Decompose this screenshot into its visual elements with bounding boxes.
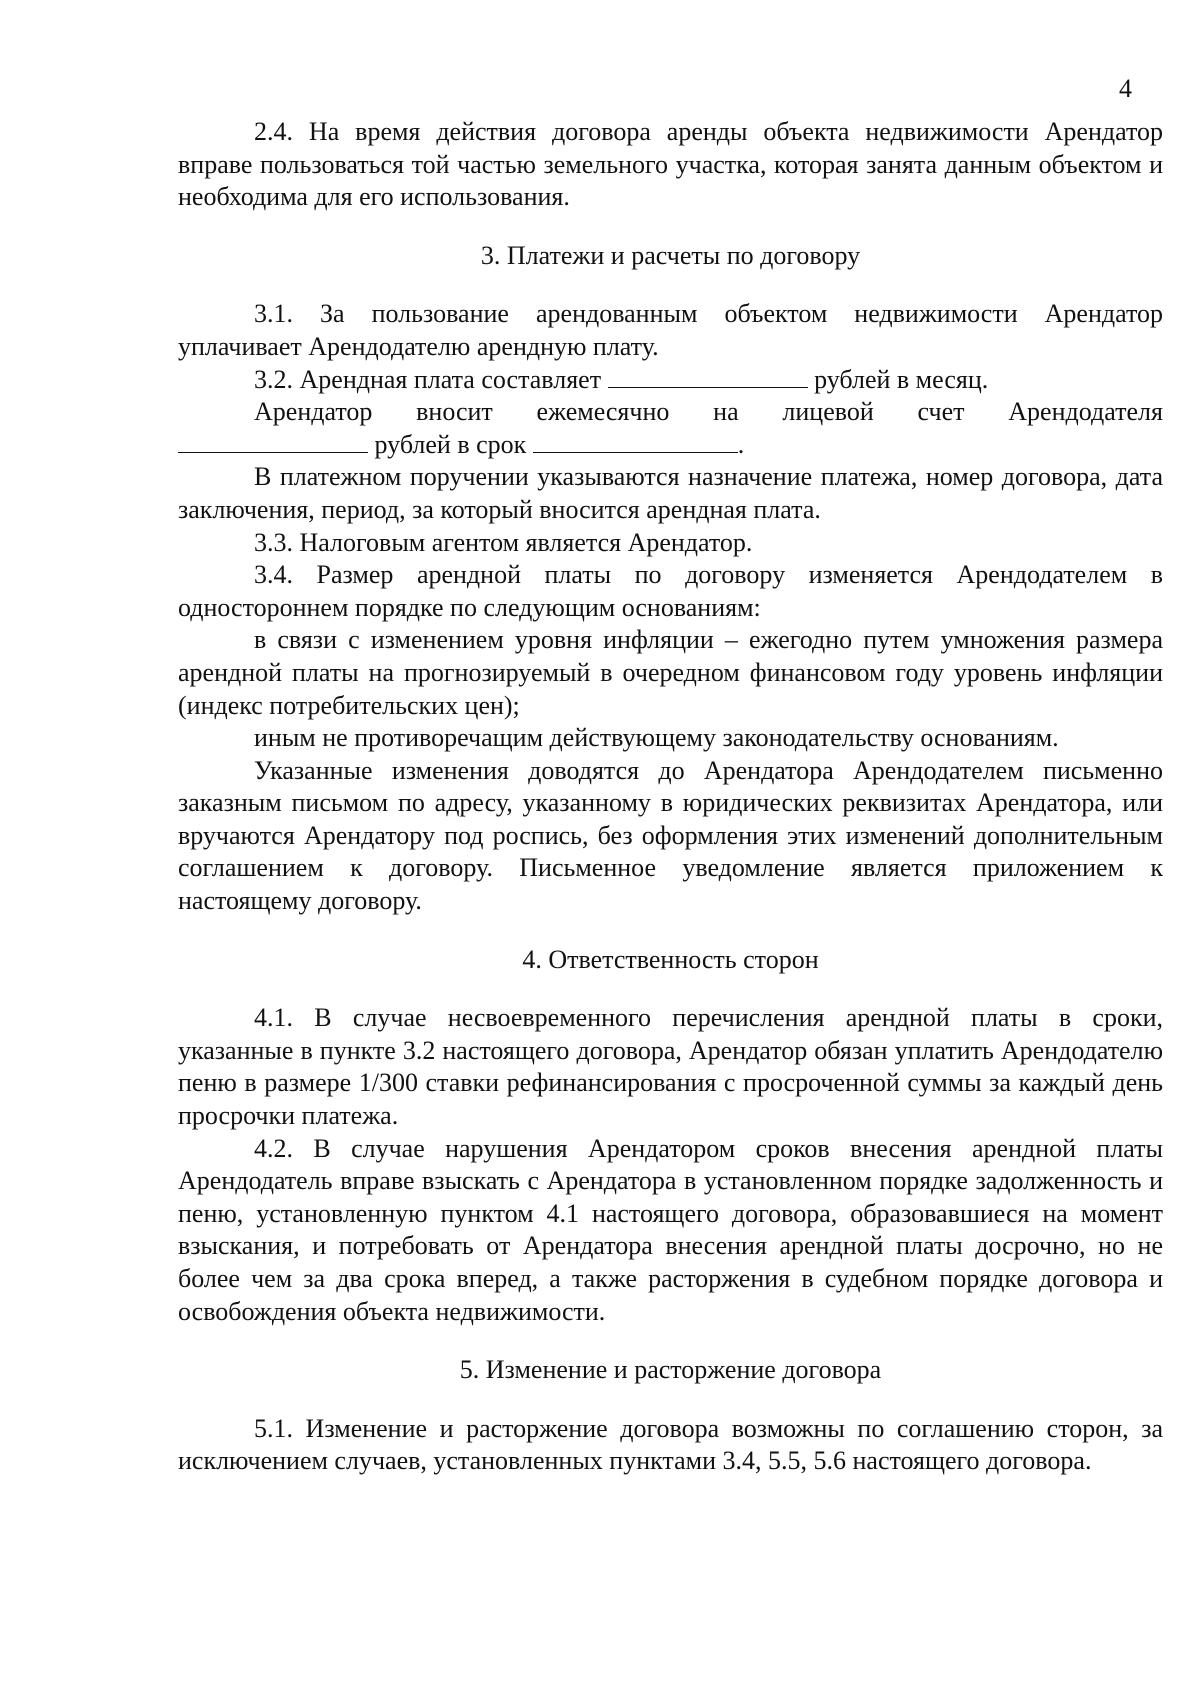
paragraph-3-2-start: 3.2. Арендная плата составляет <box>254 364 602 394</box>
section-4-title: 4. Ответственность сторон <box>522 944 819 974</box>
paragraph-changes-notice: Указанные изменения доводятся до Арендатора Арендодателем письменно заказным письмом по адресу, указанному в юридических реквизитах Арендатора, или вручаются Арендатору под роспись, без оформления этих изменений дополнительным соглашением к договору. Письменное уведомление является приложением к настоящему договору. <box>178 755 1163 916</box>
payment-line-2-end: . <box>737 429 745 459</box>
payment-word: на <box>713 397 739 427</box>
payment-line-2 <box>178 429 1163 462</box>
paragraph-3-2-end: рублей в месяц. <box>814 364 989 394</box>
paragraph-2-4: 2.4. На время действия договора аренды объекта недвижимости Арендатор вправе пользоваться той частью земельного участка, которая занята данным объектом и необходима для его использования. <box>178 117 1163 212</box>
payment-line-2-mid: рублей в срок <box>374 429 527 459</box>
rent-amount-blank <box>608 365 808 388</box>
paragraph-other-grounds: иным не противоречащим действующему законодательству основаниям. <box>254 723 1059 753</box>
payment-word: Арендодателя <box>1008 397 1163 427</box>
paragraph-3-2 <box>178 364 1163 397</box>
payment-word: ежемесячно <box>536 397 670 427</box>
paragraph-payment-order: В платежном поручении указываются назначение платежа, номер договора, дата заключения, период, за который вносится арендная плата. <box>178 462 1163 524</box>
paragraph-3-4: 3.4. Размер арендной платы по договору изменяется Арендодателем в одностороннем порядке по следующим основаниям: <box>178 560 1163 622</box>
payment-term-blank <box>533 430 738 453</box>
payment-word: счет <box>917 397 965 427</box>
document-body <box>178 116 1163 1478</box>
paragraph-3-1: 3.1. За пользование арендованным объектом недвижимости Арендатор уплачивает Арендодателю арендную плату. <box>178 299 1163 361</box>
monthly-amount-blank <box>178 430 368 453</box>
page-number: 4 <box>1119 74 1132 103</box>
paragraph-3-3: 3.3. Налоговым агентом является Арендатор. <box>254 527 753 557</box>
paragraph-inflation: в связи с изменением уровня инфляции – ежегодно путем умножения размера арендной платы на прогнозируемый в очередном финансовом году уровень инфляции (индекс потребительских цен); <box>178 625 1163 720</box>
section-5-title: 5. Изменение и расторжение договора <box>459 1355 882 1385</box>
section-3-title: 3. Платежи и расчеты по договору <box>480 240 861 270</box>
paragraph-4-2: 4.2. В случае нарушения Арендатором сроков внесения арендной платы Арендодатель вправе взыскать с Арендатора в установленном порядке задолженность и пеню, установленную пунктом 4.1 настоящего договора, образовавшиеся на момент взыскания, и потребовать от Арендатора внесения арендной платы досрочно, но не более чем за два срока вперед, а также расторжения в судебном порядке договора и освобождения объекта недвижимости. <box>178 1133 1163 1326</box>
payment-word: вносит <box>416 397 493 427</box>
paragraph-4-1: 4.1. В случае несвоевременного перечисления арендной платы в сроки, указанные в пункте 3.2 настоящего договора, Арендатор обязан уплатить Арендодателю пеню в размере 1/300 ставки рефинансирования с просроченной суммы за каждый день просрочки платежа. <box>178 1003 1163 1131</box>
payment-line <box>178 396 1163 429</box>
payment-word: Арендатор <box>254 397 373 427</box>
payment-word: лицевой <box>782 397 874 427</box>
paragraph-5-1: 5.1. Изменение и расторжение договора возможны по соглашению сторон, за исключением случаев, установленных пунктами 3.4, 5.5, 5.6 настоящего договора. <box>178 1413 1163 1476</box>
